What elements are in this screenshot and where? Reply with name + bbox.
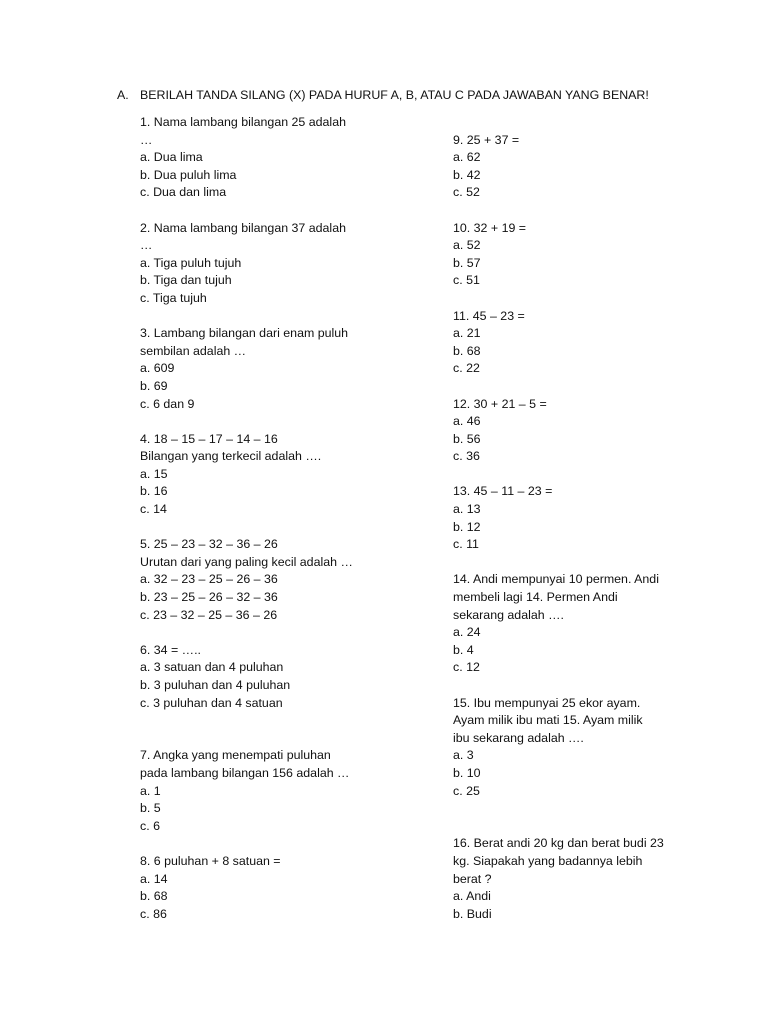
option-b: b. Dua puluh lima <box>140 167 237 182</box>
question-text-cont: membeli lagi 14. Permen Andi <box>453 590 618 605</box>
question-text: 4. 18 – 15 – 17 – 14 – 16 <box>140 431 278 446</box>
option-c: c. 12 <box>453 660 480 675</box>
question-text-cont: … <box>140 238 153 253</box>
question-2 <box>140 220 440 308</box>
question-text: 5. 25 – 23 – 32 – 36 – 26 <box>140 537 278 552</box>
option-c: c. Tiga tujuh <box>140 290 207 305</box>
option-b: b. Tiga dan tujuh <box>140 273 232 288</box>
option-b: b. 68 <box>453 343 481 358</box>
question-text: 6. 34 = ….. <box>140 642 201 657</box>
question-text-cont: Ayam milik ibu mati 15. Ayam milik <box>453 713 643 728</box>
option-a: a. 14 <box>140 871 168 886</box>
option-b: b. 12 <box>453 519 481 534</box>
question-text: 14. Andi mempunyai 10 permen. Andi <box>453 572 659 587</box>
option-b: b. 5 <box>140 801 161 816</box>
question-4 <box>140 431 440 519</box>
question-13 <box>453 483 753 553</box>
question-text: 7. Angka yang menempati puluhan <box>140 748 331 763</box>
question-text: 2. Nama lambang bilangan 37 adalah <box>140 220 346 235</box>
option-a: a. Andi <box>453 889 491 904</box>
option-b: b. 68 <box>140 889 168 904</box>
option-c: c. Dua dan lima <box>140 185 227 200</box>
option-a: a. 32 – 23 – 25 – 26 – 36 <box>140 572 278 587</box>
option-a: a. 52 <box>453 238 481 253</box>
right-column <box>453 132 753 924</box>
question-9 <box>453 132 753 202</box>
question-5 <box>140 536 440 624</box>
question-text: 15. Ibu mempunyai 25 ekor ayam. <box>453 695 641 710</box>
option-b: b. 23 – 25 – 26 – 32 – 36 <box>140 590 278 605</box>
question-10 <box>453 220 753 290</box>
option-a: a. 13 <box>453 502 481 517</box>
question-7 <box>140 747 440 835</box>
option-c: c. 23 – 32 – 25 – 36 – 26 <box>140 607 278 622</box>
question-text: 3. Lambang bilangan dari enam puluh <box>140 326 349 341</box>
question-16 <box>453 835 753 923</box>
question-text: 16. Berat andi 20 kg dan berat budi 23 <box>453 836 664 851</box>
question-text: 1. Nama lambang bilangan 25 adalah <box>140 115 346 129</box>
option-b: b. 69 <box>140 378 168 393</box>
option-a: a. 21 <box>453 326 481 341</box>
question-text-cont: Bilangan yang terkecil adalah …. <box>140 449 322 464</box>
question-text: 11. 45 – 23 = <box>453 308 525 323</box>
option-a: a. 609 <box>140 361 175 376</box>
option-a: a. 3 <box>453 748 474 763</box>
question-text: 13. 45 – 11 – 23 = <box>453 484 553 499</box>
question-6 <box>140 642 440 712</box>
option-a: a. 46 <box>453 414 481 429</box>
option-a: a. Tiga puluh tujuh <box>140 255 242 270</box>
option-b: b. 56 <box>453 431 481 446</box>
option-c: c. 22 <box>453 361 480 376</box>
option-b: b. 42 <box>453 167 481 182</box>
option-b: b. 4 <box>453 642 474 657</box>
question-12 <box>453 396 753 466</box>
option-c: c. 36 <box>453 449 480 464</box>
question-8 <box>140 853 440 923</box>
question-text-cont: sembilan adalah … <box>140 343 247 358</box>
section-letter: A. <box>117 88 129 102</box>
question-text: 9. 25 + 37 = <box>453 132 520 147</box>
question-text-cont: Urutan dari yang paling kecil adalah … <box>140 554 353 569</box>
question-text-cont: ibu sekarang adalah …. <box>453 730 584 745</box>
option-a: a. 15 <box>140 466 168 481</box>
option-c: c. 52 <box>453 185 480 200</box>
option-c: c. 51 <box>453 273 480 288</box>
question-text: 10. 32 + 19 = <box>453 220 527 235</box>
option-b: b. Budi <box>453 906 492 921</box>
question-text: 12. 30 + 21 – 5 = <box>453 396 547 411</box>
option-c: c. 3 puluhan dan 4 satuan <box>140 695 283 710</box>
question-text: 8. 6 puluhan + 8 satuan = <box>140 853 281 868</box>
question-text-cont: berat ? <box>453 871 492 886</box>
option-c: c. 6 dan 9 <box>140 396 195 411</box>
option-a: a. Dua lima <box>140 150 203 165</box>
option-b: b. 3 puluhan dan 4 puluhan <box>140 678 291 692</box>
question-15 <box>453 695 753 801</box>
question-3 <box>140 325 440 413</box>
option-b: b. 10 <box>453 765 481 780</box>
option-b: b. 57 <box>453 255 481 270</box>
option-c: c. 86 <box>140 906 167 921</box>
question-text-cont: pada lambang bilangan 156 adalah … <box>140 765 350 780</box>
option-c: c. 25 <box>453 783 480 798</box>
option-a: a. 1 <box>140 783 161 798</box>
option-b: b. 16 <box>140 484 168 499</box>
left-column <box>140 114 440 923</box>
question-11 <box>453 308 753 378</box>
option-c: c. 11 <box>453 537 479 552</box>
section-instruction: BERILAH TANDA SILANG (X) PADA HURUF A, B, ATAU C PADA JAWABAN YANG BENAR! <box>140 88 649 102</box>
question-text-cont: kg. Siapakah yang badannya lebih <box>453 853 643 868</box>
option-c: c. 14 <box>140 502 167 517</box>
option-a: a. 24 <box>453 625 481 640</box>
option-c: c. 6 <box>140 818 160 833</box>
option-a: a. 62 <box>453 150 481 165</box>
question-14 <box>453 571 753 677</box>
question-text-cont: sekarang adalah …. <box>453 607 564 622</box>
option-a: a. 3 satuan dan 4 puluhan <box>140 660 284 675</box>
question-1 <box>140 114 440 202</box>
question-text-cont: … <box>140 132 153 147</box>
